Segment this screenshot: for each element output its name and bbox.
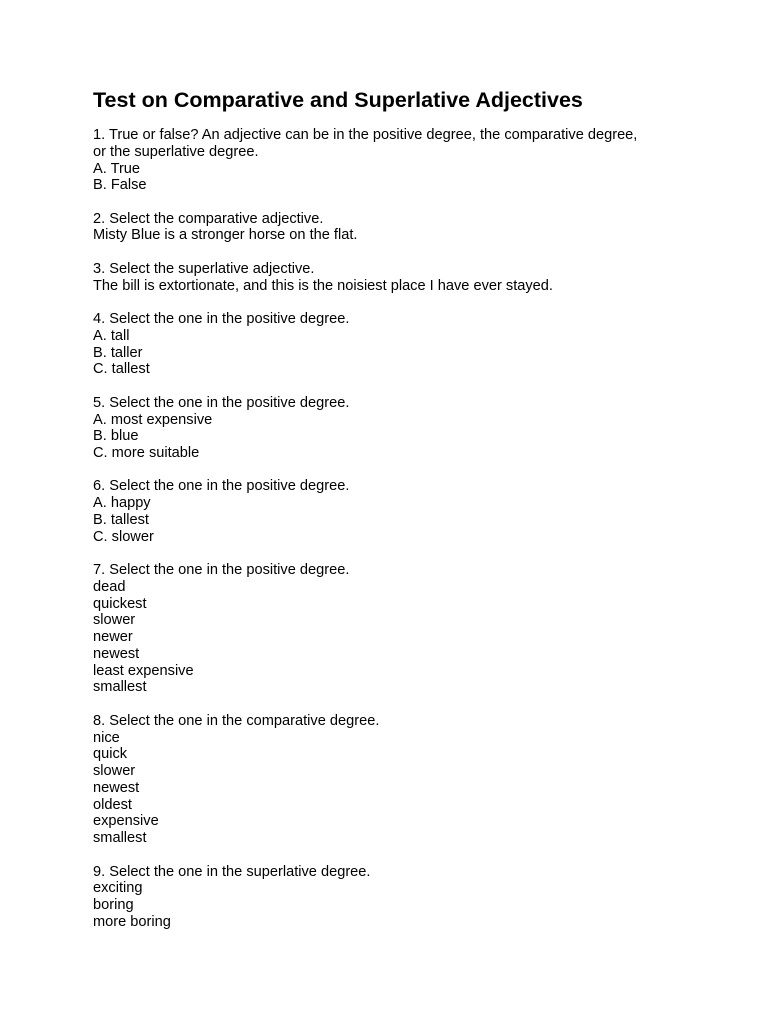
question-line: oldest [93, 796, 132, 813]
question-line: nice [93, 729, 120, 746]
question-line: slower [93, 763, 136, 780]
question-line: B. tallest [93, 511, 149, 528]
question-line: B. blue [93, 428, 139, 445]
question-line: newest [93, 779, 140, 796]
question-line: C. slower [93, 528, 154, 545]
question-7 [93, 562, 703, 696]
question-line: quick [93, 746, 128, 763]
question-list [93, 127, 703, 931]
question-line: A. True [93, 160, 141, 177]
question-line: expensive [93, 813, 159, 830]
question-prompt: 4. Select the one in the positive degree. [93, 311, 350, 328]
question-prompt: 7. Select the one in the positive degree. [93, 562, 350, 579]
question-line: quickest [93, 595, 147, 612]
document-page [93, 86, 703, 947]
question-2 [93, 211, 703, 245]
question-8 [93, 713, 703, 847]
question-9 [93, 864, 703, 931]
question-line: dead [93, 578, 126, 595]
question-line: newer [93, 629, 133, 646]
question-6 [93, 478, 703, 545]
question-line: exciting [93, 880, 143, 897]
question-line: C. tallest [93, 361, 150, 378]
question-1 [93, 127, 703, 194]
question-line: slower [93, 612, 136, 629]
question-line: B. False [93, 177, 147, 194]
question-line: boring [93, 897, 134, 913]
question-line: B. taller [93, 344, 143, 361]
question-prompt: 2. Select the comparative adjective. [93, 210, 324, 227]
question-line: least expensive [93, 662, 194, 679]
question-line: more boring [93, 913, 171, 930]
question-line: Misty Blue is a stronger horse on the flat. [93, 227, 358, 244]
question-5 [93, 395, 703, 462]
question-line: smallest [93, 679, 147, 696]
question-line: A. tall [93, 327, 130, 344]
question-line: A. most expensive [93, 411, 213, 428]
question-prompt: 6. Select the one in the positive degree. [93, 478, 350, 495]
question-line: or the superlative degree. [93, 143, 259, 160]
question-line: newest [93, 645, 140, 662]
question-4 [93, 311, 703, 378]
question-line: C. more suitable [93, 445, 200, 461]
page-title: Test on Comparative and Superlative Adjectives [93, 88, 583, 112]
question-prompt: 3. Select the superlative adjective. [93, 260, 315, 277]
question-prompt: 1. True or false? An adjective can be in the positive degree, the comparative degree, [93, 127, 638, 143]
question-line: The bill is extortionate, and this is the noisiest place I have ever stayed. [93, 277, 553, 294]
question-prompt: 9. Select the one in the superlative degree. [93, 863, 371, 880]
question-line: A. happy [93, 495, 151, 512]
question-line: smallest [93, 830, 147, 847]
question-prompt: 8. Select the one in the comparative degree. [93, 712, 380, 729]
question-3 [93, 261, 703, 295]
question-prompt: 5. Select the one in the positive degree. [93, 394, 350, 411]
